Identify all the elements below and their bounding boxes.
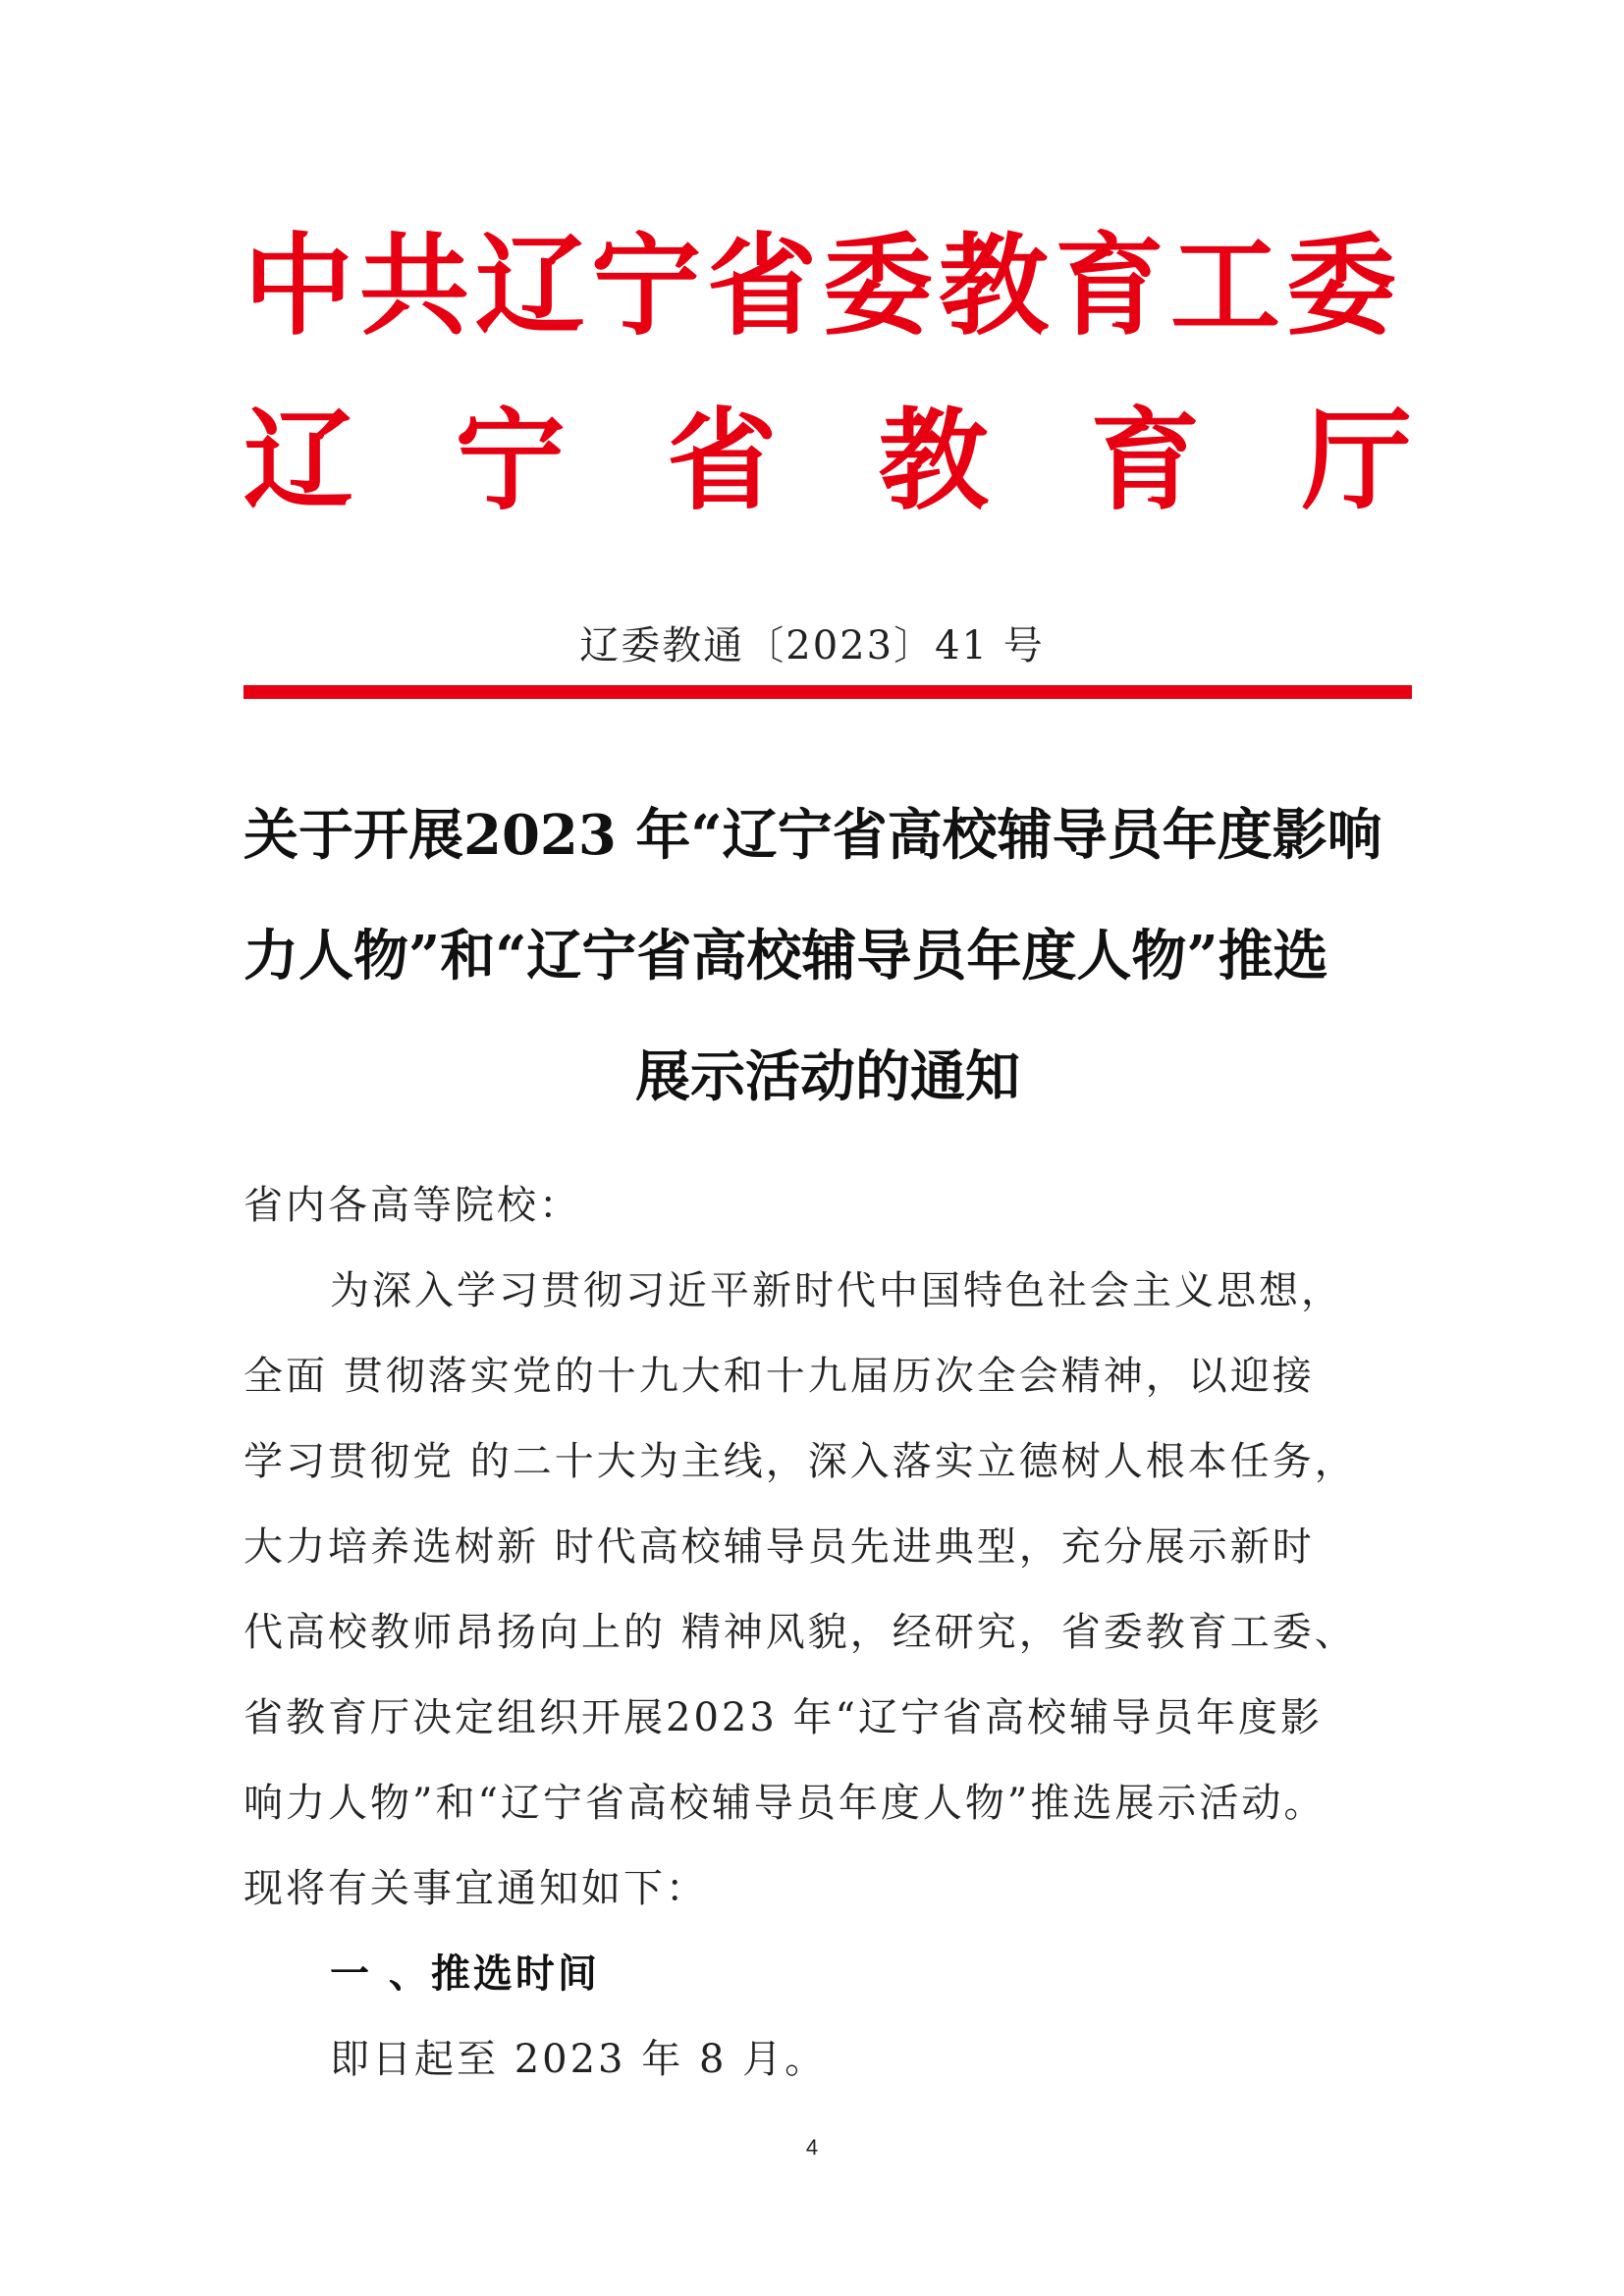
issuer-header-char: 育 — [1090, 398, 1201, 525]
paragraph-line: 代高校教师昂扬向上的 精神风貌，经研究，省委教育工委、 — [244, 1610, 1357, 1655]
title-line: 力人物”和“辽宁省高校辅导员年度人物”推选 — [244, 924, 1328, 988]
issuer-header-char: 辽 — [244, 398, 353, 525]
section-heading: 一 、推选时间 — [330, 1951, 600, 1997]
paragraph-line: 大力培养选树新 时代高校辅导员先进典型，充分展示新时 — [244, 1524, 1315, 1570]
paragraph-line: 为深入学习贯彻习近平新时代中国特色社会主义思想， — [330, 1268, 1343, 1313]
section-text: 即日起至 2023 年 8 月。 — [330, 2037, 828, 2082]
document-title — [244, 775, 1412, 1138]
paragraph-line: 响力人物”和“辽宁省高校辅导员年度人物”推选展示活动。 — [244, 1781, 1326, 1826]
red-divider-rule — [244, 685, 1412, 699]
salutation: 省内各高等院校： — [244, 1183, 581, 1228]
paragraph-line: 省教育厅决定组织开展2023 年“辽宁省高校辅导员年度影 — [244, 1695, 1323, 1740]
issuer-header-char: 厅 — [1301, 398, 1412, 525]
paragraph-line: 现将有关事宜通知如下： — [244, 1866, 708, 1911]
page-number: 4 — [805, 2135, 819, 2160]
title-line: 关于开展2023 年“辽宁省高校辅导员年度影响 — [244, 803, 1382, 868]
issuer-header-char: 省 — [667, 398, 778, 525]
paragraph-line: 学习贯彻党 的二十大为主线，深入落实立德树人根本任务， — [244, 1439, 1357, 1484]
title-line: 展示活动的通知 — [635, 1044, 1020, 1109]
issuer-header-line-2 — [244, 393, 1412, 530]
paragraph-line: 全面 贯彻落实党的十九大和十九届历次全会精神，以迎接 — [244, 1354, 1315, 1399]
issuer-header-char: 宁 — [455, 398, 566, 525]
issuer-header-line-1: 中共辽宁省委教育工委 — [244, 223, 1402, 350]
issuer-header-char: 教 — [878, 398, 989, 525]
document-body — [244, 1163, 1412, 2103]
document-number: 辽委教通〔2023〕41 号 — [579, 623, 1045, 668]
